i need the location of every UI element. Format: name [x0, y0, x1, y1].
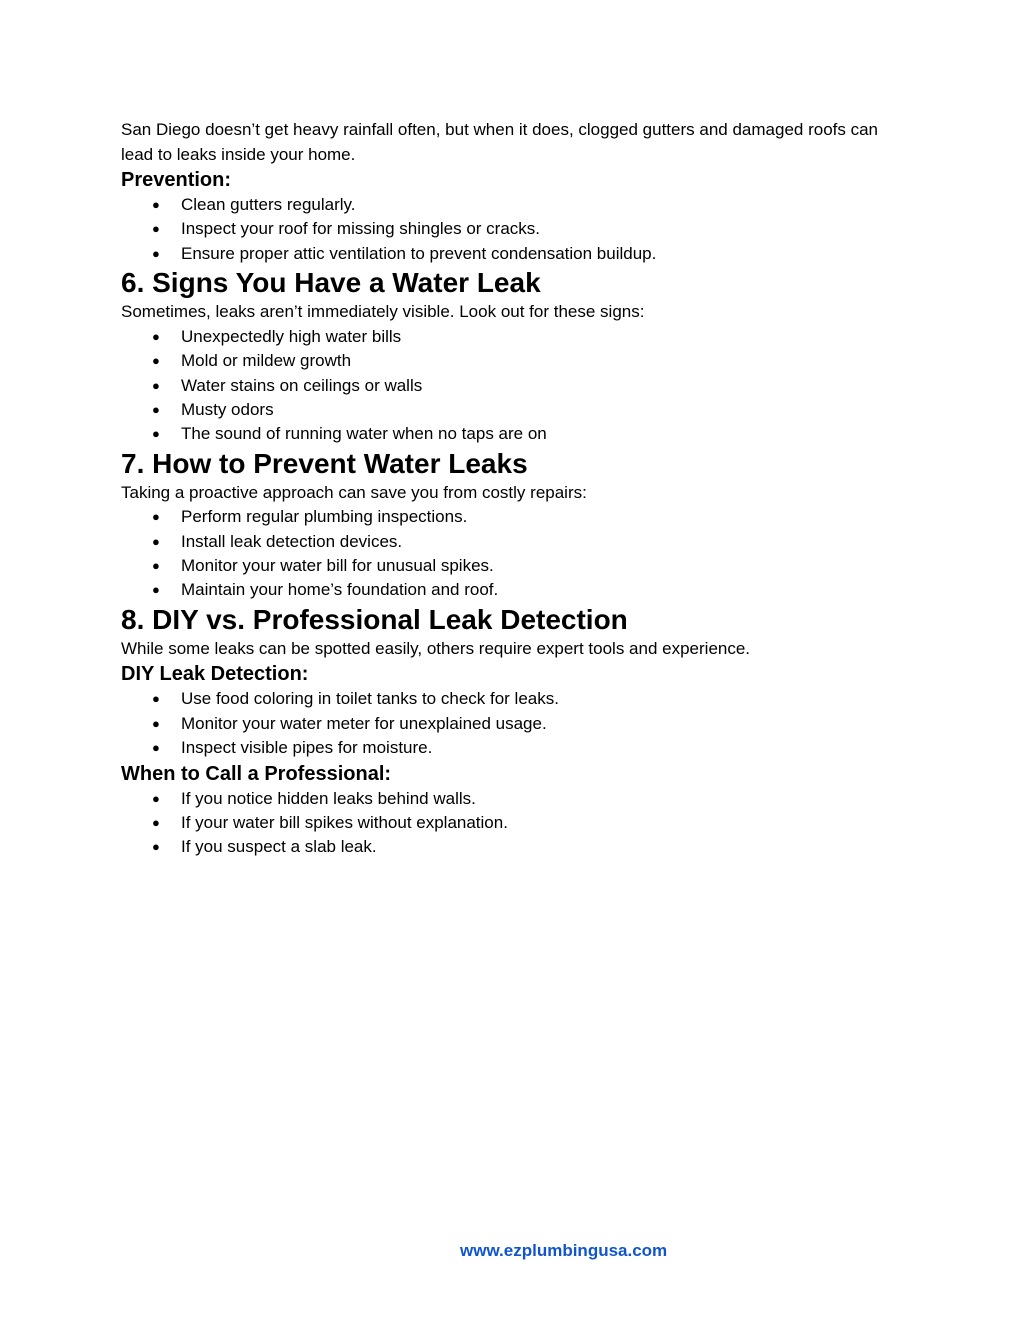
bullet-icon: ●	[152, 401, 160, 417]
bullet-icon: ●	[152, 715, 160, 731]
list-item: ● The sound of running water when no taps are on	[121, 422, 881, 446]
bullet-icon: ●	[152, 377, 160, 393]
bullet-icon: ●	[152, 509, 160, 525]
bullet-icon: ●	[152, 197, 160, 212]
list-item: ● Inspect visible pipes for moisture.	[121, 736, 881, 760]
list-item: ● Inspect your roof for missing shingles or cracks.	[121, 217, 881, 241]
list-item: ● Monitor your water meter for unexplained usage.	[121, 712, 881, 736]
list-item: ● Ensure proper attic ventilation to prevent condensation buildup.	[121, 242, 881, 266]
list-item: ● Use food coloring in toilet tanks to check for leaks.	[121, 687, 881, 711]
section-6-paragraph: Sometimes, leaks aren’t immediately visible. Look out for these signs:	[121, 302, 645, 322]
list-item: ● Musty odors	[121, 398, 881, 422]
list-item: ● If your water bill spikes without explanation.	[121, 811, 881, 835]
section-6-title: 6. Signs You Have a Water Leak	[121, 267, 541, 299]
list-item: ● Water stains on ceilings or walls	[121, 374, 881, 398]
section-6-list	[121, 325, 881, 447]
list-item: ● Install leak detection devices.	[121, 530, 881, 554]
section-8-title: 8. DIY vs. Professional Leak Detection	[121, 603, 628, 635]
list-item: ● If you notice hidden leaks behind walls.	[121, 787, 881, 811]
diy-list	[121, 687, 881, 760]
intro-paragraph: San Diego doesn’t get heavy rainfall often, but when it does, clogged gutters and damaged roofs can lead to leaks inside your home.	[121, 120, 878, 164]
list-item: ● Clean gutters regularly.	[121, 193, 881, 217]
list-item: ● Maintain your home’s foundation and roof.	[121, 578, 881, 602]
bullet-icon: ●	[152, 245, 160, 261]
bullet-icon: ●	[152, 328, 160, 344]
professional-list	[121, 787, 881, 860]
list-item: ● Mold or mildew growth	[121, 349, 881, 373]
bullet-icon: ●	[152, 353, 160, 369]
bullet-icon: ●	[152, 582, 160, 598]
bullet-icon: ●	[152, 815, 160, 830]
professional-heading: When to Call a Professional:	[121, 762, 392, 785]
section-8-paragraph: While some leaks can be spotted easily, others require expert tools and experience.	[121, 638, 751, 658]
bullet-icon: ●	[152, 426, 160, 442]
list-item: ● If you suspect a slab leak.	[121, 835, 881, 859]
section-7-title: 7. How to Prevent Water Leaks	[121, 447, 528, 479]
bullet-icon: ●	[152, 839, 160, 855]
prevention-list	[121, 193, 881, 266]
list-item: ● Perform regular plumbing inspections.	[121, 505, 881, 529]
list-item: ● Monitor your water bill for unusual spikes.	[121, 554, 881, 578]
website-link[interactable]: www.ezplumbingusa.com	[460, 1241, 668, 1260]
bullet-icon: ●	[152, 691, 160, 707]
section-7-paragraph: Taking a proactive approach can save you from costly repairs:	[121, 482, 587, 502]
bullet-icon: ●	[152, 740, 160, 756]
bullet-icon: ●	[152, 790, 160, 806]
bullet-icon: ●	[152, 533, 160, 549]
document-page	[121, 118, 881, 860]
diy-heading: DIY Leak Detection:	[121, 663, 309, 686]
bullet-icon: ●	[152, 221, 160, 237]
prevention-heading: Prevention:	[121, 169, 232, 191]
section-7-list	[121, 505, 881, 603]
list-item: ● Unexpectedly high water bills	[121, 325, 881, 349]
bullet-icon: ●	[152, 558, 160, 574]
